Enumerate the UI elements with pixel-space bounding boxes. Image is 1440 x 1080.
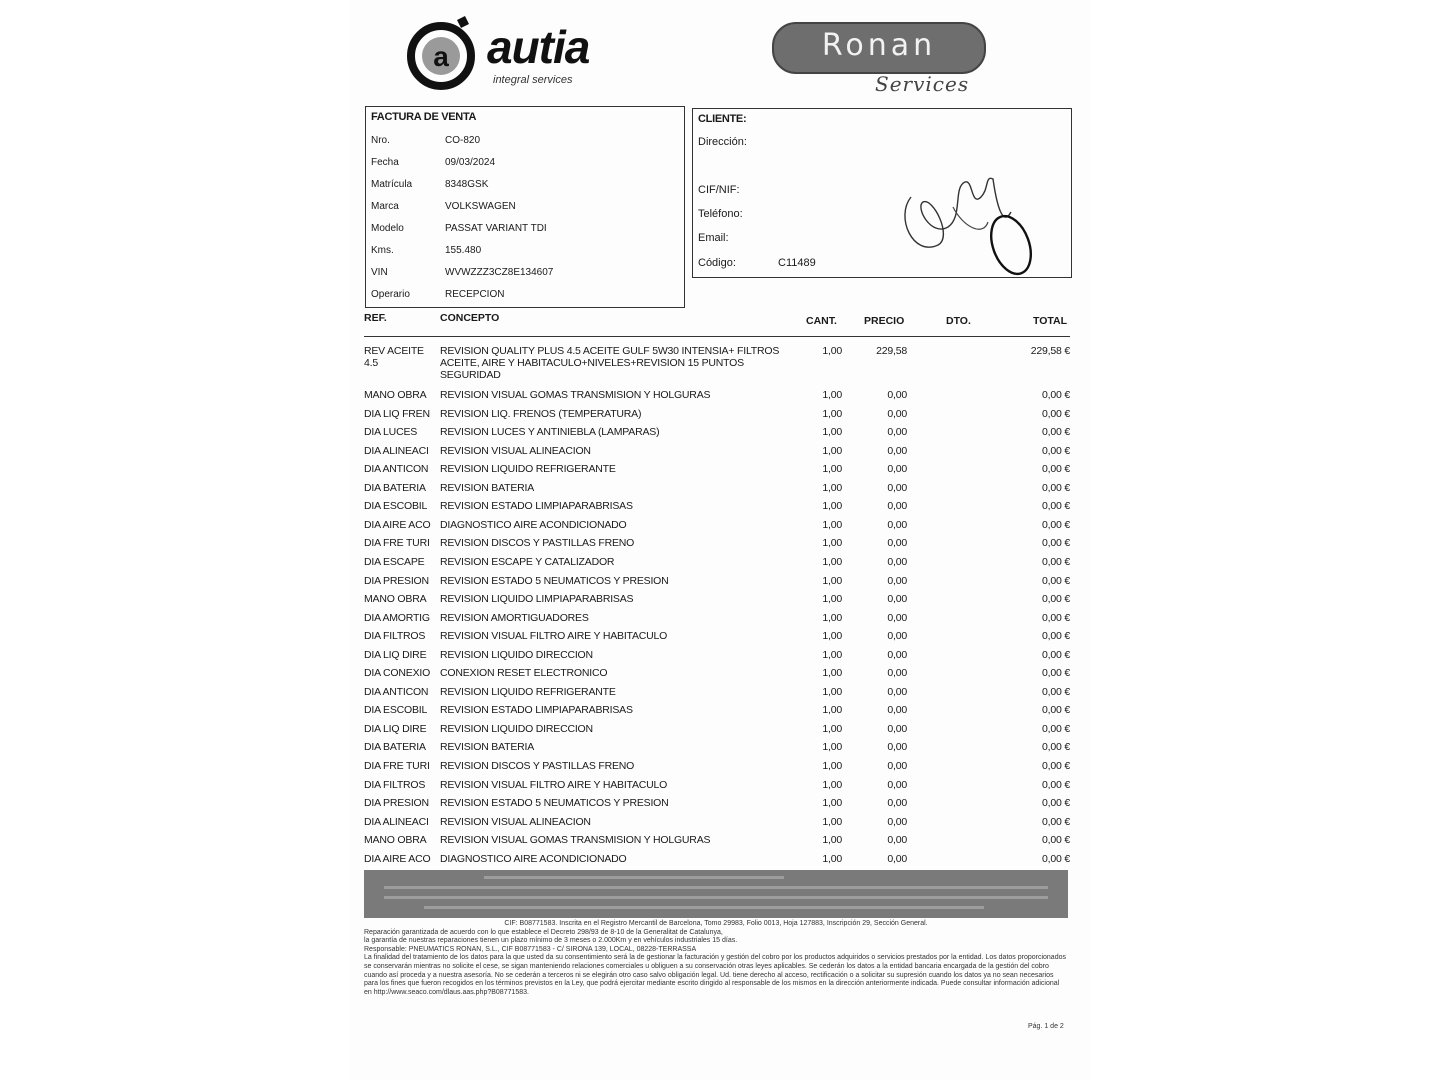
field-label: VIN bbox=[371, 267, 388, 278]
row-cant: 1,00 bbox=[822, 537, 842, 550]
row-concepto: REVISION LIQ. FRENOS (TEMPERATURA) bbox=[440, 407, 642, 420]
row-total: 0,00 € bbox=[1042, 463, 1070, 476]
row-concepto: REVISION ESTADO LIMPIAPARABRISAS bbox=[440, 704, 633, 717]
field-value: CO-820 bbox=[445, 135, 481, 146]
row-precio: 0,00 bbox=[887, 463, 907, 476]
row-concepto: REVISION ESTADO 5 NEUMATICOS Y PRESION bbox=[440, 797, 669, 810]
row-ref: DIA LIQ FREN bbox=[364, 407, 430, 420]
row-total: 0,00 € bbox=[1042, 389, 1070, 401]
field-value: 8348GSK bbox=[445, 179, 489, 190]
invoice-details-box bbox=[365, 106, 685, 308]
row-concepto: REVISION QUALITY PLUS 4.5 ACEITE GULF 5W30 INTENSIA+ FILTROS ACEITE, AIRE Y HABITACULO+NIVELES+REVISION 15 PUNTOS SEGURIDAD bbox=[440, 345, 780, 381]
privacy-notice: La finalidad del tratamiento de los datos para la que usted da su consentimiento será la de gestionar la facturación y gestión del cobro por los productos adquiridos o servicios prestados por la entidad. Los datos proporcionados se conservarán mientras no solicite el cese, se sigan manteniendo relaciones comerciales u obliguen a su conservación otras leyes aplicables. Se cederán los datos a la entidad bancaria encargada de la gestión del cobro cuando así proceda y a nuestra asesoría. No se cederán a terceros ni se elegirán otro caso salvo obligación legal. Ud. tiene derecho al acceso, rectificación o a solicitar su supresión cuando los datos ya no sean necesarios para los fines que fueron recogidos en los términos previstos en la Ley, que podrá ejercitar mediante escrito dirigido al responsable de los mismos en la dirección anteriormente indicada. Puede consultar información adicional en http://www.seaco.com/dlaus.aas.php?B08771583. bbox=[364, 954, 1066, 996]
table-row bbox=[350, 741, 1090, 759]
table-row bbox=[350, 853, 1090, 871]
row-cant: 1,00 bbox=[822, 834, 842, 847]
row-total: 0,00 € bbox=[1042, 778, 1070, 791]
row-ref: MANO OBRA bbox=[364, 389, 427, 401]
row-concepto: REVISION VISUAL GOMAS TRANSMISION Y HOLGURAS bbox=[440, 834, 711, 847]
row-precio: 0,00 bbox=[887, 797, 907, 810]
column-header-cant: CANT. bbox=[806, 315, 837, 327]
signature-icon bbox=[893, 167, 1043, 277]
row-cant: 1,00 bbox=[822, 518, 842, 531]
field-label: Matrícula bbox=[371, 179, 413, 190]
row-total: 0,00 € bbox=[1042, 797, 1070, 810]
warranty-line-1: Reparación garantizada de acuerdo con lo que establece el Decreto 298/93 de 8-10 de la Generalitat de Catalunya, bbox=[364, 928, 723, 936]
table-row bbox=[350, 760, 1090, 778]
autia-logo bbox=[405, 14, 620, 94]
row-concepto: REVISION ESTADO LIMPIAPARABRISAS bbox=[440, 500, 633, 513]
row-precio: 0,00 bbox=[887, 778, 907, 791]
row-cant: 1,00 bbox=[822, 611, 842, 624]
table-row bbox=[350, 797, 1090, 815]
row-total: 0,00 € bbox=[1042, 630, 1070, 643]
row-precio: 0,00 bbox=[887, 574, 907, 587]
invoice-page bbox=[350, 0, 1090, 1080]
row-precio: 0,00 bbox=[887, 426, 907, 439]
row-precio: 0,00 bbox=[887, 518, 907, 531]
row-ref: DIA PRESION bbox=[364, 797, 429, 810]
row-concepto: REVISION BATERIA bbox=[440, 741, 535, 754]
row-ref: DIA FILTROS bbox=[364, 630, 426, 643]
row-ref: DIA ANTICON bbox=[364, 463, 429, 476]
row-precio: 0,00 bbox=[887, 389, 907, 401]
table-row bbox=[350, 345, 1090, 387]
row-total: 0,00 € bbox=[1042, 667, 1070, 680]
table-row bbox=[350, 834, 1090, 852]
row-cant: 1,00 bbox=[822, 778, 842, 791]
field-label: Nro. bbox=[371, 135, 390, 146]
row-concepto: REVISION ESCAPE Y CATALIZADOR bbox=[440, 555, 615, 568]
table-row bbox=[350, 779, 1090, 797]
page-number: Pág. 1 de 2 bbox=[1028, 1023, 1064, 1030]
client-cif-label: CIF/NIF: bbox=[698, 184, 740, 196]
column-header-concepto: CONCEPTO bbox=[440, 312, 500, 324]
row-concepto: CONEXION RESET ELECTRONICO bbox=[440, 667, 608, 680]
row-ref: DIA ESCOBIL bbox=[364, 704, 428, 717]
field-value: 155.480 bbox=[445, 245, 482, 256]
row-concepto: REVISION AMORTIGUADORES bbox=[440, 611, 589, 624]
row-ref: DIA LIQ DIRE bbox=[364, 722, 427, 735]
table-row bbox=[350, 816, 1090, 834]
table-row bbox=[350, 556, 1090, 574]
row-concepto: REVISION LUCES Y ANTINIEBLA (LAMPARAS) bbox=[440, 426, 660, 439]
row-ref: DIA LIQ DIRE bbox=[364, 648, 427, 661]
field-label: Marca bbox=[371, 201, 399, 212]
autia-tagline: integral services bbox=[493, 74, 573, 86]
row-precio: 0,00 bbox=[887, 444, 907, 457]
row-total: 0,00 € bbox=[1042, 760, 1070, 772]
row-cant: 1,00 bbox=[822, 815, 842, 828]
row-cant: 1,00 bbox=[822, 481, 842, 494]
row-total: 0,00 € bbox=[1042, 481, 1070, 494]
table-row bbox=[350, 445, 1090, 463]
footer-scanned-band bbox=[364, 870, 1068, 918]
row-concepto: REVISION VISUAL FILTRO AIRE Y HABITACULO bbox=[440, 630, 668, 643]
row-cant: 1,00 bbox=[822, 345, 842, 357]
row-ref: DIA ESCOBIL bbox=[364, 500, 428, 513]
registry-info: CIF: B08771583. Inscrita en el Registro Mercantil de Barcelona, Tomo 29983, Folio 0013, Hoja 127883, Inscripción 29, Sección General. bbox=[504, 920, 928, 927]
row-cant: 1,00 bbox=[822, 555, 842, 568]
row-ref: DIA FILTROS bbox=[364, 778, 426, 791]
client-phone-label: Teléfono: bbox=[698, 208, 743, 220]
row-ref: DIA AIRE ACO bbox=[364, 852, 431, 865]
warranty-line-2: la garantía de nuestras reparaciones tienen un plazo mínimo de 3 meses o 2.000Km y en vehículos industriales 15 días. bbox=[364, 937, 738, 945]
responsible-info: Responsable: PNEUMATICS RONAN, S.L., CIF B08771583 - C/ SIRONA 139, LOCAL, 08228-TERRASSA bbox=[364, 945, 697, 953]
client-code-value: C11489 bbox=[778, 257, 816, 269]
field-value: RECEPCION bbox=[445, 289, 505, 300]
row-total: 0,00 € bbox=[1042, 407, 1070, 420]
autia-wordmark: autia bbox=[487, 21, 590, 73]
row-precio: 0,00 bbox=[887, 537, 907, 550]
row-precio: 0,00 bbox=[887, 648, 907, 661]
row-precio: 0,00 bbox=[887, 407, 907, 420]
row-concepto: REVISION VISUAL FILTRO AIRE Y HABITACULO bbox=[440, 778, 668, 791]
row-total: 0,00 € bbox=[1042, 611, 1070, 624]
table-row bbox=[350, 630, 1090, 648]
client-code-label: Código: bbox=[698, 257, 736, 269]
row-cant: 1,00 bbox=[822, 797, 842, 810]
row-concepto: REVISION VISUAL GOMAS TRANSMISION Y HOLGURAS bbox=[440, 389, 711, 401]
field-label: Modelo bbox=[371, 223, 404, 234]
row-cant: 1,00 bbox=[822, 593, 842, 606]
client-code-row bbox=[698, 257, 816, 269]
row-concepto: REVISION LIQUIDO LIMPIAPARABRISAS bbox=[440, 593, 634, 606]
column-header-precio: PRECIO bbox=[864, 315, 905, 327]
column-header-dto: DTO. bbox=[946, 315, 971, 327]
row-precio: 0,00 bbox=[887, 722, 907, 735]
row-cant: 1,00 bbox=[822, 407, 842, 420]
table-row bbox=[350, 426, 1090, 444]
table-row bbox=[350, 649, 1090, 667]
row-cant: 1,00 bbox=[822, 463, 842, 476]
table-row bbox=[350, 389, 1090, 407]
row-cant: 1,00 bbox=[822, 704, 842, 717]
table-row bbox=[350, 519, 1090, 537]
row-ref: DIA FRE TURI bbox=[364, 537, 430, 550]
row-total: 0,00 € bbox=[1042, 444, 1070, 457]
row-cant: 1,00 bbox=[822, 760, 842, 772]
row-cant: 1,00 bbox=[822, 852, 842, 865]
row-concepto: REVISION BATERIA bbox=[440, 481, 535, 494]
row-ref: MANO OBRA bbox=[364, 593, 427, 606]
row-ref: DIA ESCAPE bbox=[364, 555, 425, 568]
row-total: 0,00 € bbox=[1042, 426, 1070, 439]
row-cant: 1,00 bbox=[822, 685, 842, 698]
autia-emblem-icon bbox=[405, 14, 485, 94]
row-concepto: REVISION VISUAL ALINEACION bbox=[440, 444, 591, 457]
row-ref: DIA PRESION bbox=[364, 574, 429, 587]
row-total: 0,00 € bbox=[1042, 648, 1070, 661]
row-ref: DIA BATERIA bbox=[364, 741, 426, 754]
row-total: 0,00 € bbox=[1042, 834, 1070, 847]
row-precio: 0,00 bbox=[887, 555, 907, 568]
row-ref: DIA FRE TURI bbox=[364, 760, 430, 772]
table-row bbox=[350, 686, 1090, 704]
table-row bbox=[350, 575, 1090, 593]
row-cant: 1,00 bbox=[822, 667, 842, 680]
row-precio: 0,00 bbox=[887, 630, 907, 643]
row-concepto: REVISION VISUAL ALINEACION bbox=[440, 815, 591, 828]
row-concepto: REVISION LIQUIDO REFRIGERANTE bbox=[440, 463, 616, 476]
table-row bbox=[350, 723, 1090, 741]
row-concepto: REVISION LIQUIDO DIRECCION bbox=[440, 648, 593, 661]
table-row bbox=[350, 704, 1090, 722]
row-ref: MANO OBRA bbox=[364, 834, 427, 847]
field-value: WVWZZZ3CZ8E134607 bbox=[445, 267, 554, 278]
row-total: 0,00 € bbox=[1042, 704, 1070, 717]
row-ref: DIA BATERIA bbox=[364, 481, 426, 494]
ronan-logo bbox=[772, 22, 986, 74]
row-precio: 0,00 bbox=[887, 834, 907, 847]
row-precio: 0,00 bbox=[887, 760, 907, 772]
row-total: 229,58 € bbox=[1030, 345, 1070, 357]
row-cant: 1,00 bbox=[822, 722, 842, 735]
field-label: Kms. bbox=[371, 245, 394, 256]
client-details-box bbox=[692, 108, 1072, 278]
table-row bbox=[350, 612, 1090, 630]
field-value: PASSAT VARIANT TDI bbox=[445, 223, 547, 234]
row-total: 0,00 € bbox=[1042, 500, 1070, 513]
column-header-total: TOTAL bbox=[1033, 315, 1068, 327]
row-cant: 1,00 bbox=[822, 444, 842, 457]
row-cant: 1,00 bbox=[822, 630, 842, 643]
table-row bbox=[350, 463, 1090, 481]
row-total: 0,00 € bbox=[1042, 852, 1070, 865]
row-concepto: DIAGNOSTICO AIRE ACONDICIONADO bbox=[440, 518, 627, 531]
row-precio: 0,00 bbox=[887, 611, 907, 624]
row-ref: DIA ANTICON bbox=[364, 685, 429, 698]
header-divider bbox=[364, 336, 1070, 337]
row-ref: DIA LUCES bbox=[364, 426, 418, 439]
row-cant: 1,00 bbox=[822, 500, 842, 513]
row-precio: 0,00 bbox=[887, 500, 907, 513]
invoice-title: FACTURA DE VENTA bbox=[371, 111, 477, 123]
row-ref: DIA ALINEACI bbox=[364, 815, 429, 828]
ronan-services-label: Services bbox=[875, 72, 970, 96]
row-precio: 0,00 bbox=[887, 667, 907, 680]
legal-footer bbox=[364, 920, 1068, 997]
row-total: 0,00 € bbox=[1042, 555, 1070, 568]
row-ref: DIA ALINEACI bbox=[364, 444, 429, 457]
field-label: Fecha bbox=[371, 157, 399, 168]
client-address-label: Dirección: bbox=[698, 136, 747, 148]
table-row bbox=[350, 667, 1090, 685]
row-concepto: REVISION DISCOS Y PASTILLAS FRENO bbox=[440, 760, 635, 772]
row-total: 0,00 € bbox=[1042, 537, 1070, 550]
ronan-wordmark: Ronan bbox=[821, 28, 937, 63]
row-total: 0,00 € bbox=[1042, 574, 1070, 587]
row-cant: 1,00 bbox=[822, 574, 842, 587]
client-title: CLIENTE: bbox=[698, 113, 747, 125]
client-email-label: Email: bbox=[698, 232, 729, 244]
row-concepto: REVISION LIQUIDO REFRIGERANTE bbox=[440, 685, 616, 698]
row-cant: 1,00 bbox=[822, 741, 842, 754]
table-row bbox=[350, 593, 1090, 611]
field-value: 09/03/2024 bbox=[445, 157, 496, 168]
row-ref: DIA AMORTIG bbox=[364, 611, 430, 624]
row-precio: 0,00 bbox=[887, 704, 907, 717]
field-value: VOLKSWAGEN bbox=[445, 201, 516, 212]
row-total: 0,00 € bbox=[1042, 685, 1070, 698]
row-ref: DIA AIRE ACO bbox=[364, 518, 431, 531]
table-row bbox=[350, 408, 1090, 426]
column-header-ref: REF. bbox=[364, 312, 387, 324]
row-precio: 0,00 bbox=[887, 852, 907, 865]
svg-text:a: a bbox=[433, 41, 449, 72]
row-concepto: REVISION ESTADO 5 NEUMATICOS Y PRESION bbox=[440, 574, 669, 587]
row-precio: 0,00 bbox=[887, 685, 907, 698]
row-ref: REV ACEITE 4.5 bbox=[364, 345, 424, 369]
row-precio: 0,00 bbox=[887, 593, 907, 606]
row-cant: 1,00 bbox=[822, 389, 842, 401]
row-precio: 0,00 bbox=[887, 741, 907, 754]
row-ref: DIA CONEXIO bbox=[364, 667, 431, 680]
row-concepto: DIAGNOSTICO AIRE ACONDICIONADO bbox=[440, 852, 627, 865]
row-total: 0,00 € bbox=[1042, 722, 1070, 735]
row-precio: 229,58 bbox=[876, 345, 907, 357]
row-total: 0,00 € bbox=[1042, 815, 1070, 828]
row-precio: 0,00 bbox=[887, 815, 907, 828]
table-row bbox=[350, 482, 1090, 500]
row-total: 0,00 € bbox=[1042, 593, 1070, 606]
row-cant: 1,00 bbox=[822, 426, 842, 439]
row-concepto: REVISION LIQUIDO DIRECCION bbox=[440, 722, 593, 735]
row-cant: 1,00 bbox=[822, 648, 842, 661]
row-concepto: REVISION DISCOS Y PASTILLAS FRENO bbox=[440, 537, 635, 550]
row-precio: 0,00 bbox=[887, 481, 907, 494]
row-total: 0,00 € bbox=[1042, 741, 1070, 754]
table-row bbox=[350, 537, 1090, 555]
row-total: 0,00 € bbox=[1042, 518, 1070, 531]
table-row bbox=[350, 500, 1090, 518]
field-label: Operario bbox=[371, 289, 410, 300]
